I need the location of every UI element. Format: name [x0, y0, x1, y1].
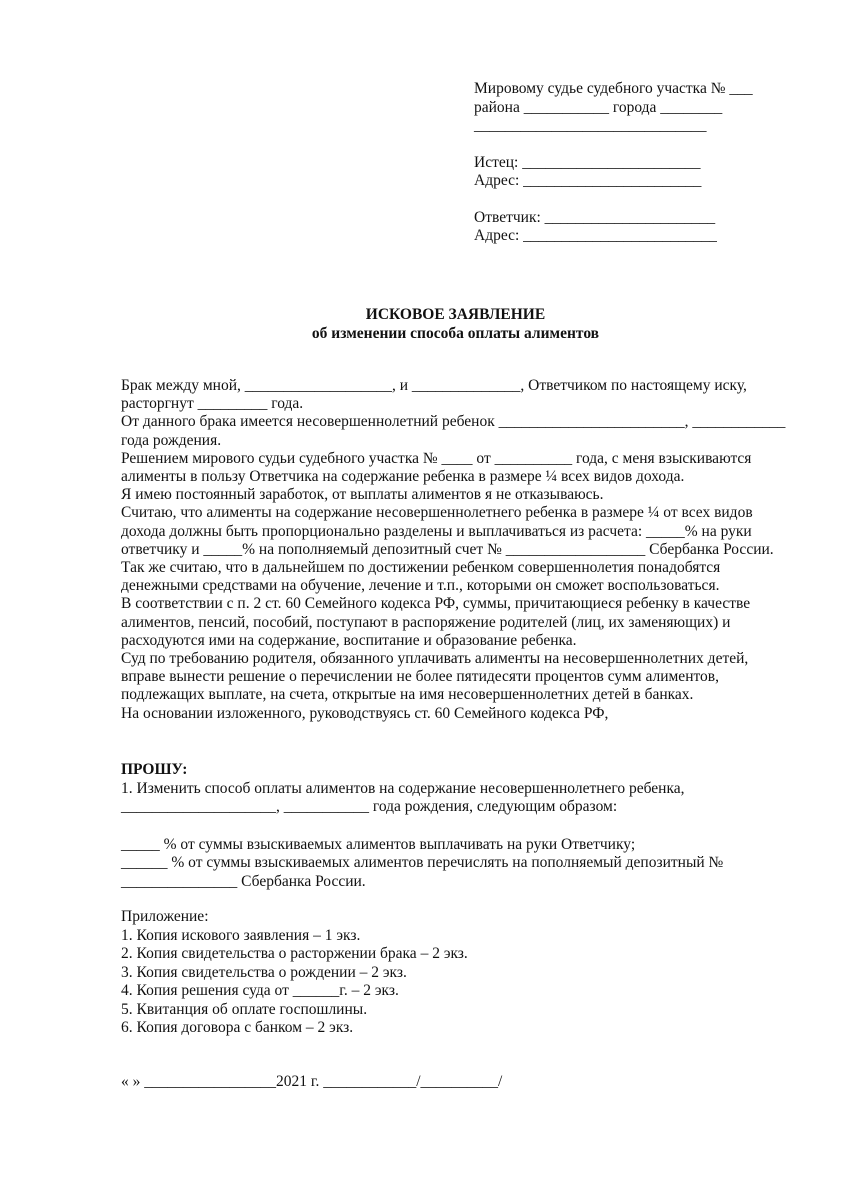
- body-line: Решением мирового судьи судебного участка № ____ от __________ года, с меня взыскиваются: [121, 449, 752, 467]
- addressee-line-1: Мировому судье судебного участка № ___: [474, 80, 753, 97]
- appendix-item: 1. Копия искового заявления – 1 экз.: [121, 926, 361, 944]
- body-line: дохода должны быть пропорционально разделены и выплачиваться из расчета: _____% на руки: [121, 522, 752, 540]
- body-line: От данного брака имеется несовершеннолетний ребенок ________________________, ____________: [121, 413, 786, 431]
- body-line: алиментов, пенсий, пособий, поступают в распоряжение родителей (лиц, их заменяющих) и: [121, 613, 731, 631]
- defendant-address-line: Адрес: _________________________: [474, 227, 717, 244]
- payment-split-line-2: ______ % от суммы взыскиваемых алиментов перечислять на пополняемый депозитный №: [121, 854, 724, 871]
- date-signature-line: « » _________________2021 г. ____________/__________/: [121, 1073, 503, 1090]
- request-item-1-line-2: ____________________, ___________ года рождения, следующим образом:: [121, 798, 618, 815]
- plaintiff-line: Истец: _______________________: [474, 153, 701, 171]
- defendant-line: Ответчик: ______________________: [474, 208, 716, 226]
- document-title: [0, 305, 849, 343]
- body-line: Считаю, что алименты на содержание несовершеннолетнего ребенка в размере ¼ от всех видов: [121, 504, 753, 522]
- body-line: Так же считаю, что в дальнейшем по достижении ребенком совершеннолетия понадобятся: [121, 559, 721, 577]
- request-item-1-line-1: 1. Изменить способ оплаты алиментов на содержание несовершеннолетнего ребенка,: [121, 779, 685, 797]
- body-line: ответчику и _____% на пополняемый депозитный счет № __________________ Сбербанка России.: [121, 540, 774, 558]
- appendix-item: 5. Квитанция об оплате госпошлины.: [121, 1000, 368, 1018]
- body-line: На основании изложенного, руководствуясь ст. 60 Семейного кодекса РФ,: [121, 704, 609, 722]
- claim-body: [121, 377, 801, 723]
- request-section: [121, 761, 801, 891]
- body-line: Я имею постоянный заработок, от выплаты алиментов я не отказываюсь.: [121, 486, 604, 504]
- addressee-block: [474, 80, 804, 246]
- body-line: денежными средствами на обучение, лечение и т.п., которыми он сможет воспользоваться.: [121, 577, 720, 595]
- appendix-item: 4. Копия решения суда от ______г. – 2 экз.: [121, 982, 399, 999]
- appendix-item: 3. Копия свидетельства о рождении – 2 экз.: [121, 963, 407, 981]
- body-line: Брак между мной, ___________________, и ______________, Ответчиком по настоящему иску,: [121, 377, 747, 394]
- payment-split-line-1: _____ % от суммы взыскиваемых алиментов выплачивать на руки Ответчику;: [121, 835, 636, 853]
- request-heading: ПРОШУ:: [121, 761, 188, 778]
- appendix-item: 2. Копия свидетельства о расторжении брака – 2 экз.: [121, 945, 468, 962]
- body-line: вправе вынести решение о перечислении не более пятидесяти процентов сумм алиментов,: [121, 668, 719, 686]
- appendix-item: 6. Копия договора с банком – 2 экз.: [121, 1019, 354, 1036]
- appendix-section: [121, 908, 801, 1038]
- body-line: расторгнут _________ года.: [121, 395, 304, 413]
- body-line: года рождения.: [121, 431, 222, 449]
- addressee-line-3: ______________________________: [474, 117, 707, 134]
- payment-split-line-3: _______________ Сбербанка России.: [121, 872, 366, 890]
- appendix-heading: Приложение:: [121, 908, 209, 925]
- body-line: подлежащих выплате, на счета, открытые на имя несовершеннолетних детей в банках.: [121, 686, 694, 704]
- body-line: Суд по требованию родителя, обязанного уплачивать алименты на несовершеннолетних детей,: [121, 650, 749, 668]
- addressee-line-2: района ___________ города ________: [474, 98, 723, 116]
- plaintiff-address-line: Адрес: _______________________: [474, 172, 702, 189]
- title-subtitle: об изменении способа оплаты алиментов: [311, 325, 600, 342]
- body-line: расходуются ими на содержание, воспитание и образование ребенка.: [121, 631, 577, 649]
- body-line: алименты в пользу Ответчика на содержание ребенка в размере ¼ всех видов дохода.: [121, 468, 685, 486]
- title-main: ИСКОВОЕ ЗАЯВЛЕНИЕ: [365, 306, 546, 323]
- body-line: В соответствии с п. 2 ст. 60 Семейного кодекса РФ, суммы, причитающиеся ребенку в качестве: [121, 595, 751, 613]
